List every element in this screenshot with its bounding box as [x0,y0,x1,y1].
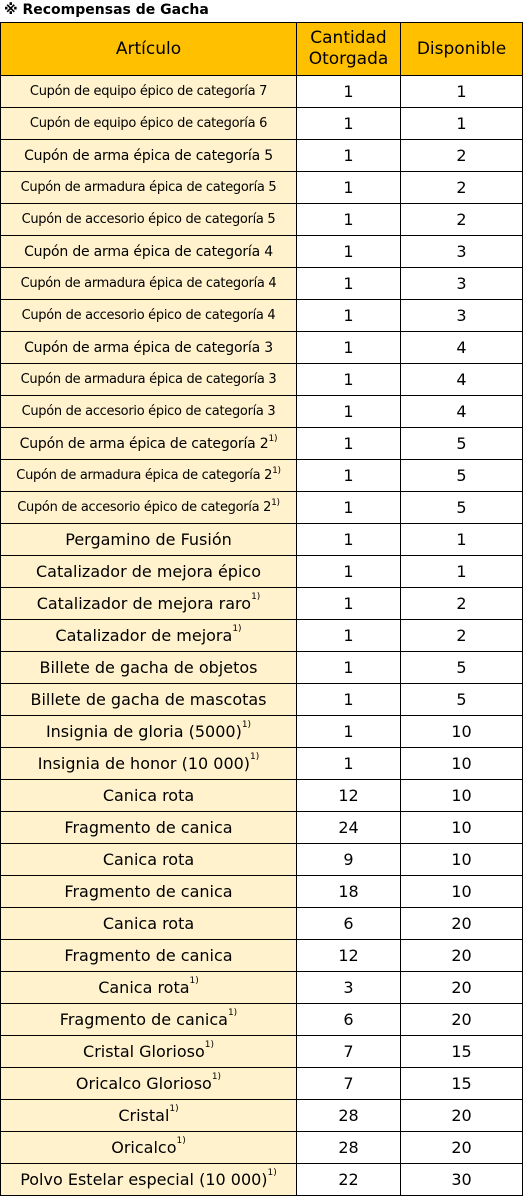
available-cell: 2 [401,620,523,652]
quantity-cell: 1 [297,460,401,492]
item-name: Cupón de equipo épico de categoría 6 [29,116,268,131]
page-title: ※ Recompensas de Gacha [4,2,209,18]
table-row [1,876,523,908]
footnote-marker: 1) [169,1104,179,1114]
item-cell [1,428,297,460]
item-name: Fragmento de canica [59,1010,228,1029]
quantity-cell: 1 [297,556,401,588]
quantity-cell: 1 [297,524,401,556]
item-cell [1,524,297,556]
available-cell: 10 [401,812,523,844]
available-cell: 20 [401,972,523,1004]
item-cell [1,140,297,172]
quantity-cell: 6 [297,908,401,940]
quantity-cell: 1 [297,588,401,620]
table-row [1,940,523,972]
item-cell [1,236,297,268]
quantity-cell: 24 [297,812,401,844]
table-row [1,844,523,876]
item-name: Cupón de equipo épico de categoría 7 [29,84,268,99]
item-cell [1,492,297,524]
item-name: Insignia de honor (10 000) [37,754,251,773]
item-name: Billete de gacha de objetos [39,658,258,677]
item-name: Cupón de accesorio épico de categoría 2 [17,500,272,515]
table-header-row [1,23,523,76]
table-row [1,972,523,1004]
footnote-marker: 1) [176,1136,186,1146]
item-cell [1,268,297,300]
quantity-cell: 7 [297,1036,401,1068]
item-cell [1,652,297,684]
item-name: Insignia de gloria (5000) [45,722,242,741]
item-cell [1,1004,297,1036]
available-cell: 3 [401,236,523,268]
table-row [1,332,523,364]
table-row [1,684,523,716]
table-row [1,140,523,172]
item-cell [1,620,297,652]
item-cell [1,460,297,492]
quantity-cell: 1 [297,492,401,524]
item-name: Oricalco Glorioso [75,1074,212,1093]
item-name: Catalizador de mejora raro [36,594,252,613]
table-row [1,1100,523,1132]
available-cell: 10 [401,844,523,876]
footnote-marker: 1) [271,498,280,508]
table-row [1,1132,523,1164]
table-row [1,780,523,812]
quantity-cell: 1 [297,140,401,172]
available-cell: 3 [401,268,523,300]
footnote-marker: 1) [267,1168,277,1178]
item-name: Fragmento de canica [64,946,233,965]
item-cell [1,172,297,204]
item-cell [1,1164,297,1196]
item-cell [1,780,297,812]
table-row [1,492,523,524]
table-row [1,652,523,684]
header-quantity-line2: Otorgada [308,49,389,69]
item-cell [1,1132,297,1164]
item-cell [1,364,297,396]
item-name: Polvo Estelar especial (10 000) [20,1170,268,1189]
available-cell: 1 [401,76,523,108]
available-cell: 1 [401,108,523,140]
item-cell [1,300,297,332]
available-cell: 20 [401,1100,523,1132]
gacha-rewards-table [0,22,523,1196]
table-row [1,588,523,620]
item-name: Catalizador de mejora [55,626,233,645]
table-row [1,716,523,748]
available-cell: 15 [401,1068,523,1100]
item-cell [1,1036,297,1068]
quantity-cell: 28 [297,1100,401,1132]
item-name: Cupón de arma épica de categoría 4 [24,243,273,260]
footnote-marker: 1) [268,433,278,444]
header-quantity-line1: Cantidad [310,28,387,48]
quantity-cell: 12 [297,780,401,812]
available-cell: 2 [401,204,523,236]
footnote-marker: 1) [227,1008,238,1018]
item-cell [1,684,297,716]
quantity-cell: 1 [297,684,401,716]
quantity-cell: 18 [297,876,401,908]
item-name: Pergamino de Fusión [65,530,232,549]
item-cell [1,204,297,236]
table-row [1,300,523,332]
table-row [1,1164,523,1196]
available-cell: 5 [401,492,523,524]
footnote-marker: 1) [211,1072,222,1082]
available-cell: 2 [401,588,523,620]
item-name: Cupón de accesorio épico de categoría 5 [21,212,276,227]
item-cell [1,332,297,364]
item-name: Cupón de armadura épica de categoría 4 [20,276,277,291]
available-cell: 20 [401,940,523,972]
table-row [1,1068,523,1100]
available-cell: 20 [401,1004,523,1036]
header-quantity [297,23,401,76]
available-cell: 10 [401,716,523,748]
table-row [1,1036,523,1068]
item-name: Fragmento de canica [64,818,233,837]
item-cell [1,876,297,908]
footnote-marker: 1) [241,720,252,730]
item-name: Cupón de arma épica de categoría 3 [24,339,273,356]
table-row [1,556,523,588]
header-available: Disponible [401,23,523,76]
quantity-cell: 22 [297,1164,401,1196]
item-name: Cupón de arma épica de categoría 2 [19,435,269,452]
quantity-cell: 1 [297,396,401,428]
available-cell: 5 [401,652,523,684]
available-cell: 4 [401,396,523,428]
item-name: Oricalco [111,1138,177,1157]
available-cell: 15 [401,1036,523,1068]
item-cell [1,844,297,876]
item-name: Cupón de armadura épica de categoría 2 [16,468,273,483]
quantity-cell: 1 [297,108,401,140]
item-cell [1,972,297,1004]
available-cell: 5 [401,460,523,492]
quantity-cell: 6 [297,1004,401,1036]
available-cell: 20 [401,908,523,940]
table-row [1,364,523,396]
quantity-cell: 1 [297,716,401,748]
item-name: Canica rota [102,914,195,933]
item-cell [1,908,297,940]
quantity-cell: 7 [297,1068,401,1100]
quantity-cell: 1 [297,76,401,108]
table-row [1,236,523,268]
item-name: Cupón de armadura épica de categoría 5 [20,180,277,195]
item-name: Canica rota [102,850,195,869]
table-row [1,908,523,940]
table-row [1,1004,523,1036]
table-row [1,812,523,844]
table-row [1,268,523,300]
item-cell [1,1100,297,1132]
available-cell: 10 [401,876,523,908]
item-name: Cristal [118,1106,170,1125]
item-name: Canica rota [102,786,195,805]
available-cell: 2 [401,140,523,172]
available-cell: 10 [401,780,523,812]
table-row [1,460,523,492]
item-cell [1,1068,297,1100]
item-name: Cupón de arma épica de categoría 5 [24,147,273,164]
footnote-marker: 1) [272,466,281,476]
item-cell [1,588,297,620]
item-cell [1,716,297,748]
table-row [1,524,523,556]
table-row [1,108,523,140]
footnote-marker: 1) [189,976,199,986]
footnote-marker: 1) [251,592,261,602]
available-cell: 20 [401,1132,523,1164]
item-name: Fragmento de canica [64,882,233,901]
quantity-cell: 28 [297,1132,401,1164]
item-name: Cupón de accesorio épico de categoría 3 [21,404,276,419]
quantity-cell: 1 [297,332,401,364]
available-cell: 5 [401,428,523,460]
table-row [1,428,523,460]
available-cell: 10 [401,748,523,780]
item-cell [1,812,297,844]
item-cell [1,396,297,428]
quantity-cell: 1 [297,428,401,460]
table-row [1,76,523,108]
item-cell [1,108,297,140]
item-name: Cupón de accesorio épico de categoría 4 [21,308,276,323]
footnote-marker: 1) [204,1040,214,1050]
table-body [1,76,523,1196]
quantity-cell: 1 [297,300,401,332]
table-row [1,396,523,428]
quantity-cell: 9 [297,844,401,876]
available-cell: 3 [401,300,523,332]
quantity-cell: 12 [297,940,401,972]
table-row [1,172,523,204]
table-row [1,204,523,236]
quantity-cell: 1 [297,236,401,268]
item-cell [1,940,297,972]
available-cell: 1 [401,556,523,588]
quantity-cell: 3 [297,972,401,1004]
available-cell: 4 [401,332,523,364]
available-cell: 1 [401,524,523,556]
quantity-cell: 1 [297,364,401,396]
item-name: Catalizador de mejora épico [35,562,261,581]
available-cell: 2 [401,172,523,204]
table-row [1,748,523,780]
quantity-cell: 1 [297,620,401,652]
item-name: Cristal Glorioso [83,1042,205,1061]
quantity-cell: 1 [297,204,401,236]
quantity-cell: 1 [297,172,401,204]
header-item: Artículo [1,23,297,76]
footnote-marker: 1) [232,624,242,634]
quantity-cell: 1 [297,748,401,780]
available-cell: 5 [401,684,523,716]
quantity-cell: 1 [297,652,401,684]
item-name: Canica rota [98,978,190,997]
quantity-cell: 1 [297,268,401,300]
item-name: Cupón de armadura épica de categoría 3 [20,372,277,387]
item-cell [1,76,297,108]
item-cell [1,748,297,780]
available-cell: 30 [401,1164,523,1196]
available-cell: 4 [401,364,523,396]
footnote-marker: 1) [250,752,260,762]
item-name: Billete de gacha de mascotas [30,690,267,709]
table-row [1,620,523,652]
item-cell [1,556,297,588]
